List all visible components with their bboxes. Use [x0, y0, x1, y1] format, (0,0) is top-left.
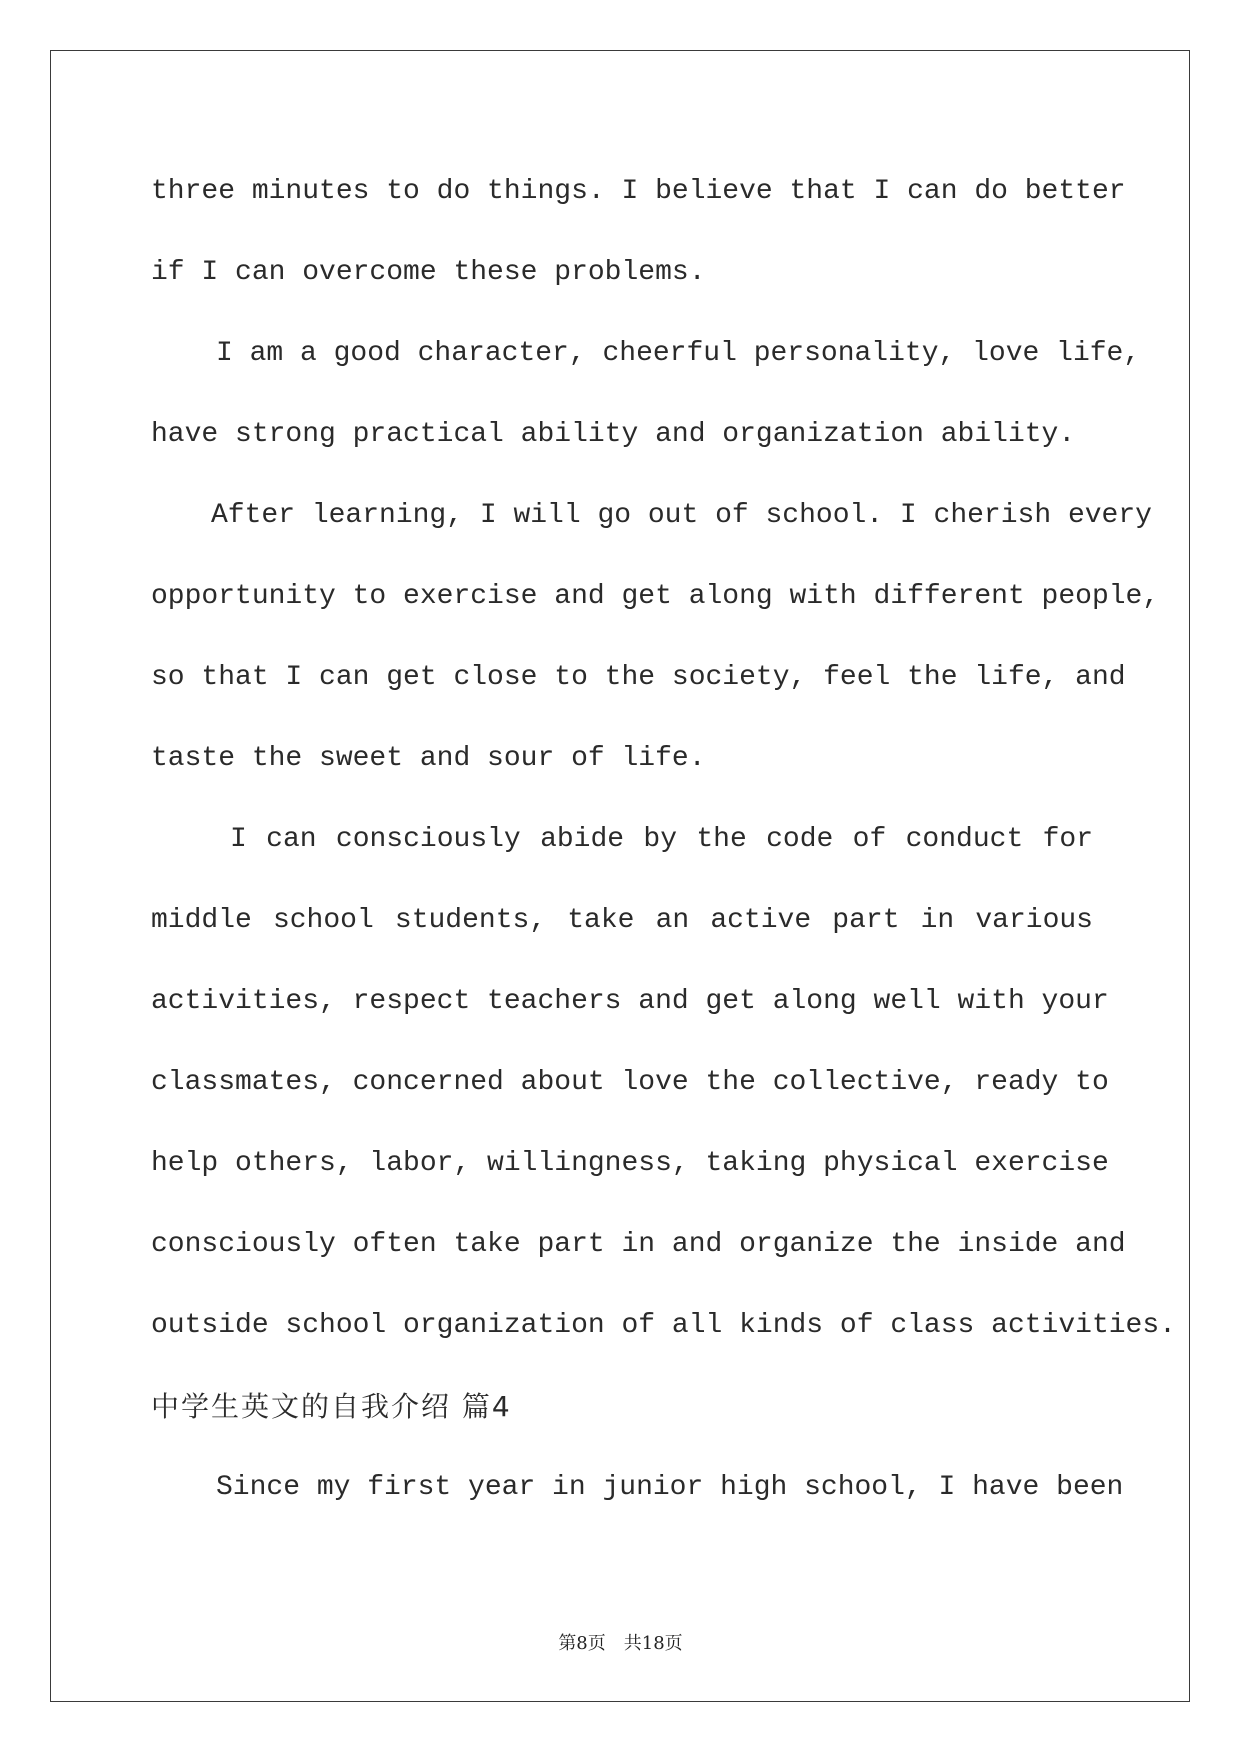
text-line: if I can overcome these problems. — [151, 257, 706, 288]
text-line: outside school organization of all kinds of class activities. — [151, 1310, 1176, 1341]
text-line: middle school students, take an active part in various — [151, 905, 1093, 936]
paragraph-first-line: Since my first year in junior high school, I have been — [216, 1472, 1124, 1503]
text-line: three minutes to do things. I believe that I can do better — [151, 176, 1126, 207]
text-line: activities, respect teachers and get along well with your — [151, 986, 1109, 1017]
section-heading: 中学生英文的自我介绍 篇4 — [151, 1390, 512, 1423]
text-line: consciously often take part in and organize the inside and — [151, 1229, 1126, 1260]
page-number-footer: 第8页 共18页 — [558, 1633, 683, 1654]
text-line: taste the sweet and sour of life. — [151, 743, 706, 774]
paragraph-first-line: I am a good character, cheerful personality, love life, — [216, 338, 1141, 369]
text-line: so that I can get close to the society, feel the life, and — [151, 662, 1126, 693]
text-line: have strong practical ability and organization ability. — [151, 419, 1076, 450]
paragraph-first-line: After learning, I will go out of school. I cherish every — [211, 500, 1152, 531]
page-border — [50, 50, 1190, 1702]
paragraph-first-line: I can consciously abide by the code of conduct for — [230, 824, 1093, 855]
text-line: help others, labor, willingness, taking physical exercise — [151, 1148, 1109, 1179]
text-line: opportunity to exercise and get along with different people, — [151, 581, 1160, 612]
text-line: classmates, concerned about love the collective, ready to — [151, 1067, 1109, 1098]
